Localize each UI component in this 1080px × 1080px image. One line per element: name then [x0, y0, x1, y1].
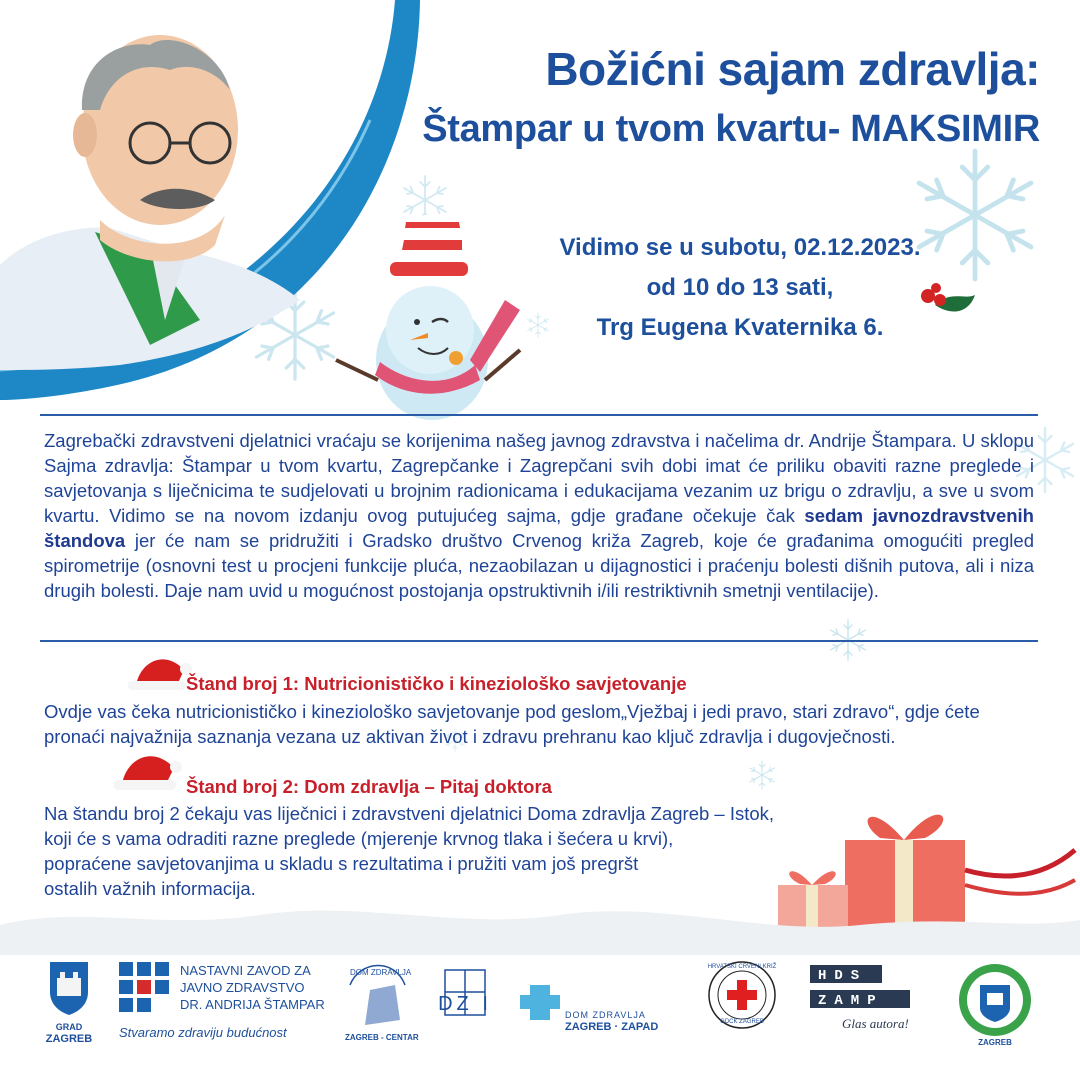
grad-zagreb-logo	[46, 962, 93, 1045]
event-date: Vidimo se u subotu, 02.12.2023.	[559, 234, 921, 261]
dz-centar-bottom: ZAGREB - CENTAR	[345, 1033, 419, 1042]
stand2-text-line: popraćene savjetovanjima u skladu s rezultatima i pružiti vam još pregršt	[44, 853, 639, 874]
hds-zamp-logo	[810, 965, 910, 1031]
hck-ring: HRVATSKI CRVENI KRIŽ	[707, 964, 777, 970]
nzjz-line3: DR. ANDRIJA ŠTAMPAR	[180, 997, 325, 1012]
dz-centar-top: DOM ZDRAVLJA	[350, 968, 412, 977]
dz-zapad-line1: DOM ZDRAVLJA	[565, 1010, 646, 1020]
page-title-line1: Božićni sajam zdravlja:	[545, 43, 1040, 95]
event-location: Trg Eugena Kvaternika 6.	[596, 314, 884, 341]
stand2-text-line: ostalih važnih informacija.	[44, 878, 256, 899]
nzjz-logo	[119, 962, 325, 1040]
hds-line2: ZAMP	[818, 993, 884, 1009]
santa-hat-decoration	[114, 756, 182, 790]
nzjz-line1: NASTAVNI ZAVOD ZA	[180, 963, 311, 978]
grad-zagreb-line1: GRAD	[55, 1022, 83, 1032]
intro-paragraph	[44, 428, 1034, 603]
dz-centar-logo	[345, 965, 419, 1042]
stand2-title: Štand broj 2: Dom zdravlja – Pitaj doktora	[186, 776, 552, 797]
page-title-line2: Štampar u tvom kvartu- MAKSIMIR	[422, 108, 1040, 150]
hds-line1: HDS	[818, 968, 868, 984]
grad-zagreb-line2: ZAGREB	[45, 1033, 93, 1045]
dz-zapad-line2: ZAGREB · ZAPAD	[565, 1021, 659, 1033]
dzi-letters: DZ I	[438, 993, 492, 1015]
event-time: od 10 do 13 sati,	[646, 274, 834, 301]
intro-text-part2: jer će nam se pridružiti i Gradsko društvo Crvenog križa Zagreb, koje će građanima omogućiti pregled spirometrije (osnovni test u procjeni funkcije pluća, nezaobilazan u dijagnostici i praćenju bolesti dišnih putova, ali i niza drugih bolesti. Daje nam uvid u mogućnost postojanja opstruktivnih i/ili restriktivnih smetnji ventilacije).	[44, 530, 1034, 601]
nzjz-line2: JAVNO ZDRAVSTVO	[180, 980, 305, 995]
stand2-text-line: koji će s vama odraditi razne preglede (mjerenje krvnog tlaka i šećera u krvi),	[44, 828, 674, 849]
divider-top	[40, 414, 1038, 416]
healthy-city-logo	[959, 964, 1031, 1047]
sponsor-logos	[0, 950, 1080, 1080]
hck-logo	[708, 962, 777, 1028]
intro-text-bold: sedam javnozdravstvenih štandova	[44, 505, 1034, 551]
stand1-text: Ovdje vas čeka nutricionističko i kineziološko savjetovanje pod geslom„Vježbaj i jedi pravo, stari zdravo“, gdje ćete pronaći najvažnija saznanja vezana uz aktivan život i zdravu prehranu kao ključ zdravlja i dugovječnosti.	[44, 701, 980, 747]
nzjz-slogan: Stvaramo zdraviju budućnost	[119, 1025, 287, 1040]
event-details	[520, 228, 960, 348]
divider-bottom	[40, 640, 1038, 642]
snowman-illustration	[336, 215, 520, 421]
dzi-logo	[438, 970, 492, 1015]
santa-hat-decoration	[128, 659, 192, 690]
dz-zapad-logo	[520, 985, 658, 1033]
hds-slogan: Glas autora!	[842, 1016, 909, 1031]
stand1-title: Štand broj 1: Nutricionističko i kineziološko savjetovanje	[186, 673, 687, 694]
hc-bottom: ZAGREB	[978, 1038, 1012, 1047]
stand2-text-line: Na štandu broj 2 čekaju vas liječnici i zdravstveni djelatnici Doma zdravlja Zagreb – Istok,	[44, 803, 775, 824]
stand2-text	[44, 801, 864, 901]
intro-text-part1: Zagrebački zdravstveni djelatnici vraćaju se korijenima našeg javnog zdravstva i načelima dr. Andrije Štampara. U sklopu Sajma zdravlja: Štampar u tvom kvartu, Zagrepčanke i Zagrepčani svih dobi imat će priliku obaviti razne preglede i savjetovanja s liječnicima te sudjelovati u brojnim radionicama i edukacijama vezanim uz brigu o zdravlju, a sve u svom kvartu. Vidimo se na novom izdanju ovog putujućeg sajma, gdje građane očekuje čak	[44, 430, 1034, 526]
hck-bottom: GDCK ZAGREB	[720, 1019, 764, 1025]
